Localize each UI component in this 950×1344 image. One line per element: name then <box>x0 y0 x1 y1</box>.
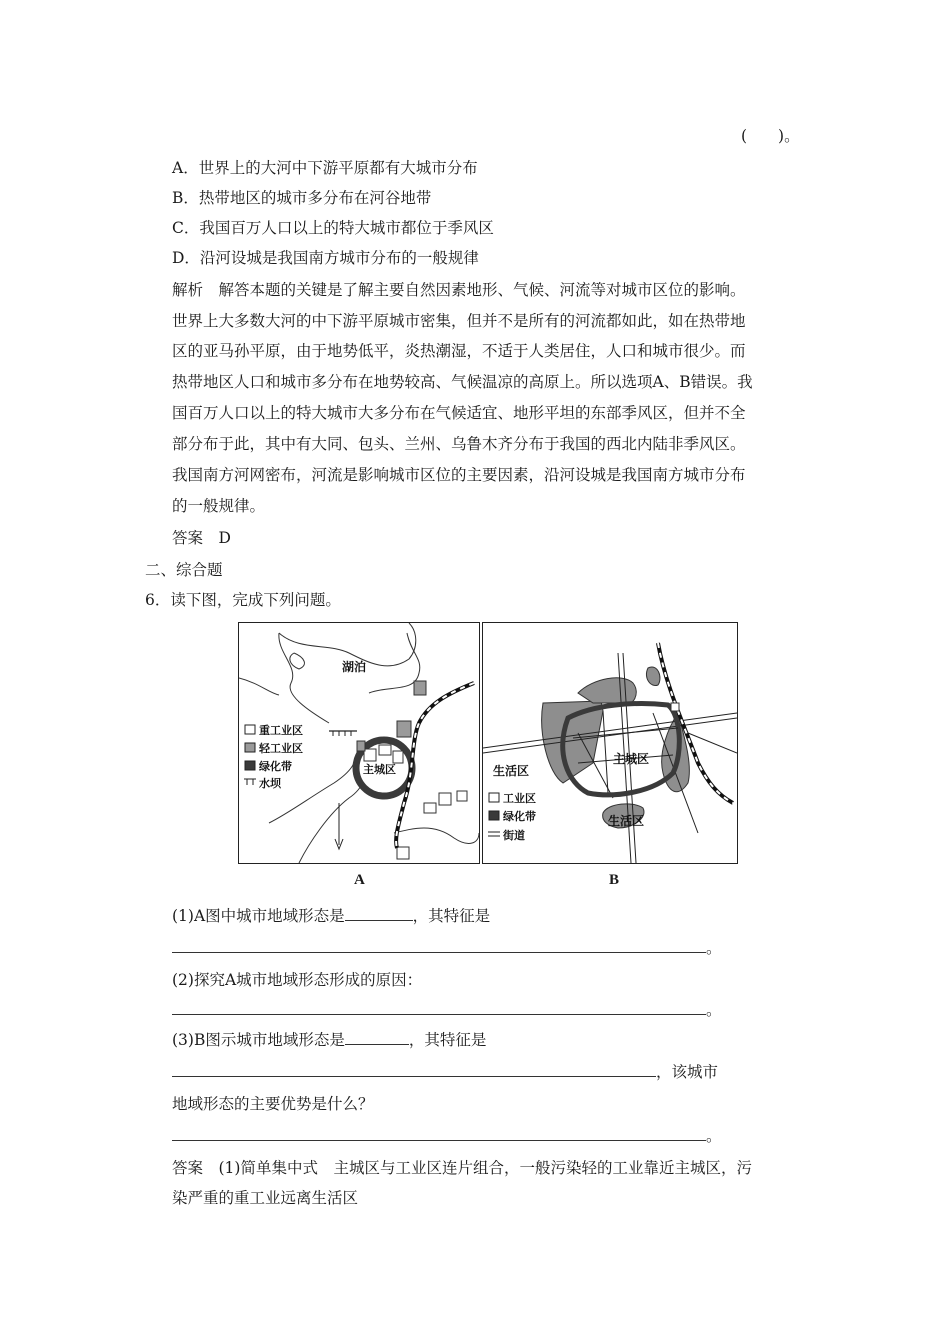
period: 。 <box>706 1001 722 1019</box>
analysis-line: 的一般规律。 <box>172 497 266 515</box>
sub3-answer-line <box>172 1062 718 1082</box>
answer-blank[interactable] <box>172 938 706 953</box>
answer-blank[interactable] <box>172 1062 656 1077</box>
sub3-prompt: (3)B图示城市地域形态是 <box>172 1031 345 1049</box>
sub3-advantage-line <box>172 1126 722 1146</box>
map-b <box>482 622 738 864</box>
main-city-label-b: 主城区 <box>613 752 650 766</box>
green-belt-swatch-b <box>489 811 499 820</box>
sub-question-2: (2)探究A城市地域形态形成的原因： <box>172 971 423 989</box>
sub3-advantage: 地域形态的主要优势是什么？ <box>172 1095 374 1113</box>
map-a <box>238 622 480 864</box>
option-c: C．我国百万人口以上的特大城市都位于季风区 <box>172 219 494 237</box>
q5-answer: 答案 D <box>172 529 231 547</box>
sub3-city: ，该城市 <box>656 1063 719 1081</box>
living-area-label-2: 生活区 <box>608 814 645 828</box>
q6-answer-line: 答案 (1)简单集中式 主城区与工业区连片组合，一般污染轻的工业靠近主城区，污 <box>172 1159 752 1177</box>
analysis-line: 解析 解答本题的关键是了解主要自然因素地形、气候、河流等对城市区位的影响。 <box>172 281 746 299</box>
analysis-line: 我国南方河网密布，河流是影响城市区位的主要因素，沿河设城是我国南方城市分布 <box>172 466 746 484</box>
sub2-answer-line <box>172 1000 722 1020</box>
sub-question-1 <box>172 906 490 926</box>
sub1-blank[interactable] <box>345 906 413 921</box>
analysis-line: 部分布于此，其中有大同、包头、兰州、乌鲁木齐分布于我国的西北内陆非季风区。 <box>172 435 746 453</box>
heavy-industry-swatch <box>245 725 255 734</box>
sub1-feature: ，其特征是 <box>412 907 491 925</box>
map-a-label: A <box>354 872 365 888</box>
sub3-blank[interactable] <box>345 1030 409 1045</box>
main-city-label-a: 主城区 <box>363 763 396 776</box>
green-belt-swatch <box>245 761 255 770</box>
answer-parenthesis: ( )。 <box>741 127 800 145</box>
answer-blank[interactable] <box>172 1000 706 1015</box>
sub1-answer-line <box>172 938 722 958</box>
period: 。 <box>706 939 722 957</box>
light-industry-swatch <box>245 743 255 752</box>
map-a-drawing <box>239 623 479 863</box>
answer-blank[interactable] <box>172 1126 706 1141</box>
living-area-label-1: 生活区 <box>493 764 530 778</box>
legend-green-belt: 绿化带 <box>259 760 292 773</box>
sub1-prompt: (1)A图中城市地域形态是 <box>172 907 345 925</box>
lake-label: 湖泊 <box>342 660 367 674</box>
legend-dam: 水坝 <box>259 777 281 790</box>
sub-question-3 <box>172 1030 486 1050</box>
legend-heavy-industry: 重工业区 <box>259 724 303 737</box>
option-a: A．世界上的大河中下游平原都有大城市分布 <box>172 159 478 177</box>
analysis-line: 国百万人口以上的特大城市大多分布在气候适宜、地形平坦的东部季风区，但并不全 <box>172 404 746 422</box>
q6-answer-line: 染严重的重工业远离生活区 <box>172 1189 359 1207</box>
analysis-line: 世界上大多数大河的中下游平原城市密集，但并不是所有的河流都如此，如在热带地 <box>172 312 746 330</box>
option-d: D．沿河设城是我国南方城市分布的一般规律 <box>172 249 479 267</box>
section-title: 二、综合题 <box>145 561 223 579</box>
sub3-feature: ，其特征是 <box>408 1031 487 1049</box>
analysis-line: 热带地区人口和城市多分布在地势较高、气候温凉的高原上。所以选项A、B错误。我 <box>172 373 753 391</box>
industry-swatch <box>489 793 499 802</box>
legend-industry: 工业区 <box>503 792 536 805</box>
analysis-line: 区的亚马孙平原，由于地势低平，炎热潮湿，不适于人类居住，人口和城市很少。而 <box>172 342 746 360</box>
legend-green-belt-b: 绿化带 <box>503 810 536 823</box>
question-6-stem: 6．读下图，完成下列问题。 <box>145 591 341 609</box>
legend-street: 街道 <box>503 829 525 842</box>
legend-light-industry: 轻工业区 <box>259 742 303 755</box>
option-b: B．热带地区的城市多分布在河谷地带 <box>172 189 432 207</box>
map-b-drawing <box>483 623 737 863</box>
map-b-label: B <box>609 872 620 888</box>
period: 。 <box>706 1127 722 1145</box>
